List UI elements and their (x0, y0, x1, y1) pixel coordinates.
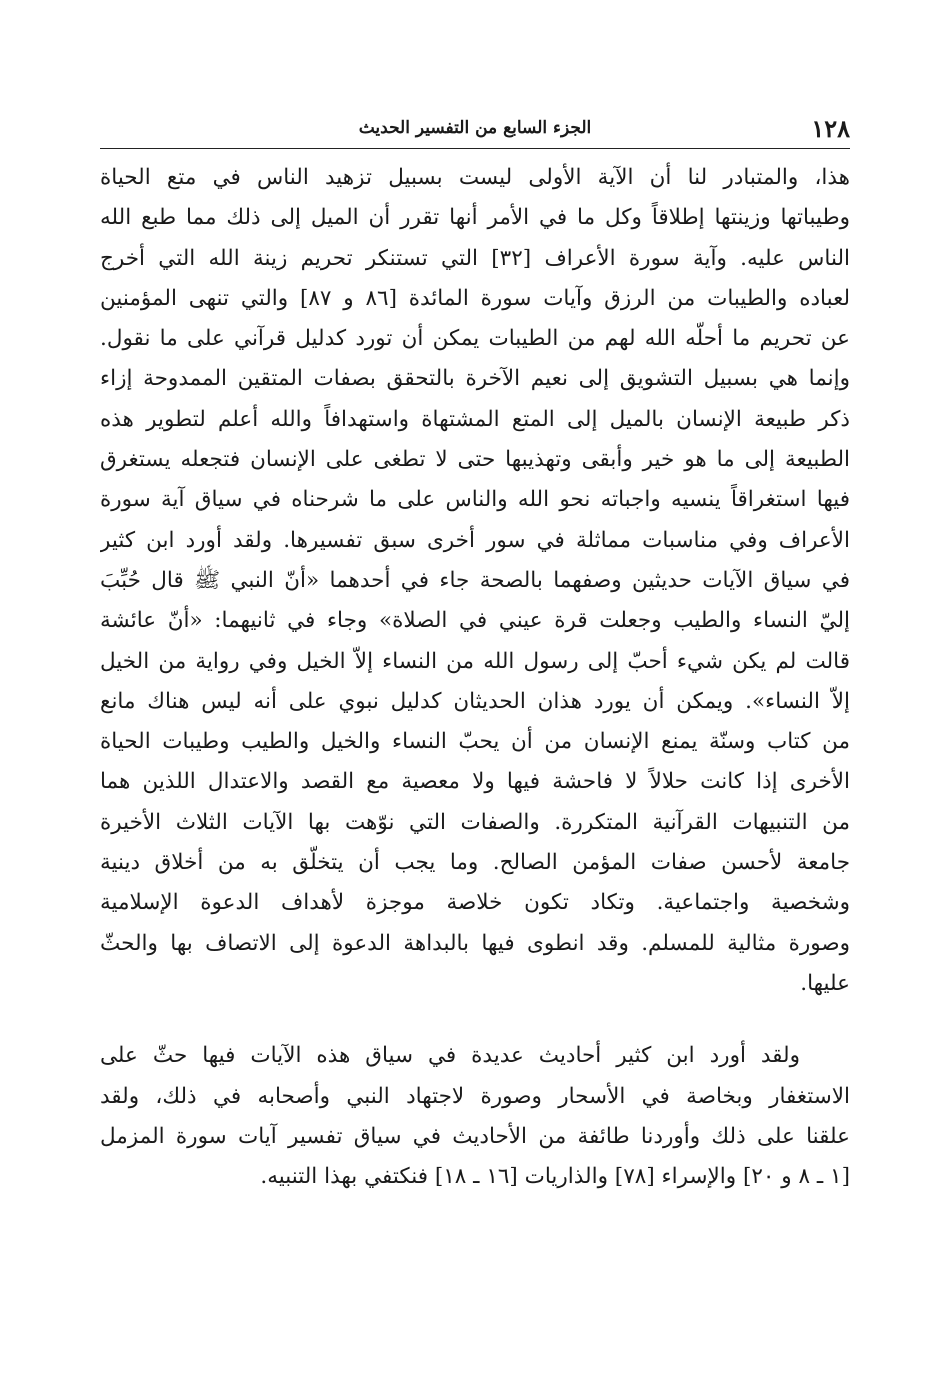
paragraph-gap (100, 1004, 850, 1036)
body-text (100, 158, 850, 1197)
text-line: ذكر طبيعة الإنسان بالميل إلى المتع المشتهاة واستهدافاً والله أعلم لتطوير هذه (100, 406, 850, 432)
text-line: من التنبيهات القرآنية المتكررة. والصفات التي نوّهت بها الآيات الثلاث الأخيرة (100, 809, 850, 835)
text-line: الطبيعة إلى ما هو خير وأبقى وتهذيبها حتى لا تطغى على الإنسان فتجعله يستغرق (100, 447, 850, 473)
text-line: هذا، والمتبادر لنا أن الآية الأولى ليست بسبيل تزهيد الناس في متع الحياة (100, 165, 850, 190)
text-line: إلاّ النساء». ويمكن أن يورد هذان الحديثان كدليل نبوي على أنه ليس هناك مانع (100, 688, 850, 714)
page-number: ١٢٨ (811, 114, 850, 143)
text-line: الاستغفار وبخاصة في الأسحار وصورة لاجتهاد النبي وأصحابه في ذلك، ولقد (100, 1083, 850, 1109)
text-line: الأعراف وفي مناسبات مماثلة في سور أخرى سبق تفسيرها. ولقد أورد ابن كثير (100, 527, 850, 553)
text-line: الناس عليه. وآية سورة الأعراف [٣٢] التي تستنكر تحريم زينة الله التي أخرج (100, 245, 850, 271)
text-line: وشخصية واجتماعية. وتكاد تكون خلاصة موجزة لأهداف الدعوة الإسلامية (100, 890, 850, 916)
paragraph-2 (100, 1036, 850, 1197)
text-line: جامعة لأحسن صفات المؤمن الصالح. وما يجب أن يتخلّق به من أخلاق دينية (100, 850, 850, 876)
text-line: ولقد أورد ابن كثير أحاديث عديدة في سياق هذه الآيات فيها حثّ على (100, 1043, 800, 1069)
paragraph-1 (100, 158, 850, 1004)
text-line: علقنا على ذلك وأوردنا طائفة من الأحاديث في سياق تفسير آيات سورة المزمل (100, 1123, 850, 1149)
header-title: الجزء السابع من التفسير الحديث (358, 118, 592, 138)
text-line: في سياق الآيات حديثين وصفهما بالصحة جاء في أحدهما «أنّ النبي ﷺ قال حُبِّبَ (100, 567, 850, 593)
text-line: عن تحريم ما أحلّه الله لهم من الطيبات يمكن أن تورد كدليل قرآني على ما نقول. (100, 326, 850, 352)
text-line: إليّ النساء والطيب وجعلت قرة عيني في الصلاة» وجاء في ثانيهما: «أنّ عائشة (100, 608, 850, 634)
text-line: وطيباتها وزينتها إطلاقاً وكل ما في الأمر أنها تقرر أن الميل إلى ذلك مما طبع الله (100, 205, 850, 231)
text-line: قالت لم يكن شيء أحبّ إلى رسول الله من النساء إلاّ الخيل وفي رواية من الخيل (100, 648, 850, 674)
text-line: [١ ـ ٨ و ٢٠] والإسراء [٧٨] والذاريات [١٦ ـ ١٨] فنكتفي بهذا التنبيه. (260, 1164, 850, 1190)
text-line: من كتاب وسنّة يمنع الإنسان من أن يحبّ النساء والخيل والطيب وطيبات الحياة (100, 729, 850, 755)
text-line: عليها. (800, 970, 850, 996)
text-line: لعباده والطيبات من الرزق وآيات سورة المائدة [٨٦ و ٨٧] والتي تنهى المؤمنين (100, 285, 850, 311)
text-line: فيها استغراقاً ينسيه واجباته نحو الله والناس على ما شرحناه في سياق آية سورة (100, 487, 850, 513)
text-line: وإنما هي بسبيل التشويق إلى نعيم الآخرة بالتحقق بصفات المتقين الممدوحة إزاء (100, 366, 850, 392)
text-line: وصورة مثالية للمسلم. وقد انطوى فيها بالبداهة الدعوة إلى الاتصاف بها والحثّ (100, 930, 850, 956)
text-line: الأخرى إذا كانت حلالاً لا فاحشة فيها ولا معصية مع القصد والاعتدال اللذين هما (100, 769, 850, 795)
running-header (100, 112, 850, 149)
